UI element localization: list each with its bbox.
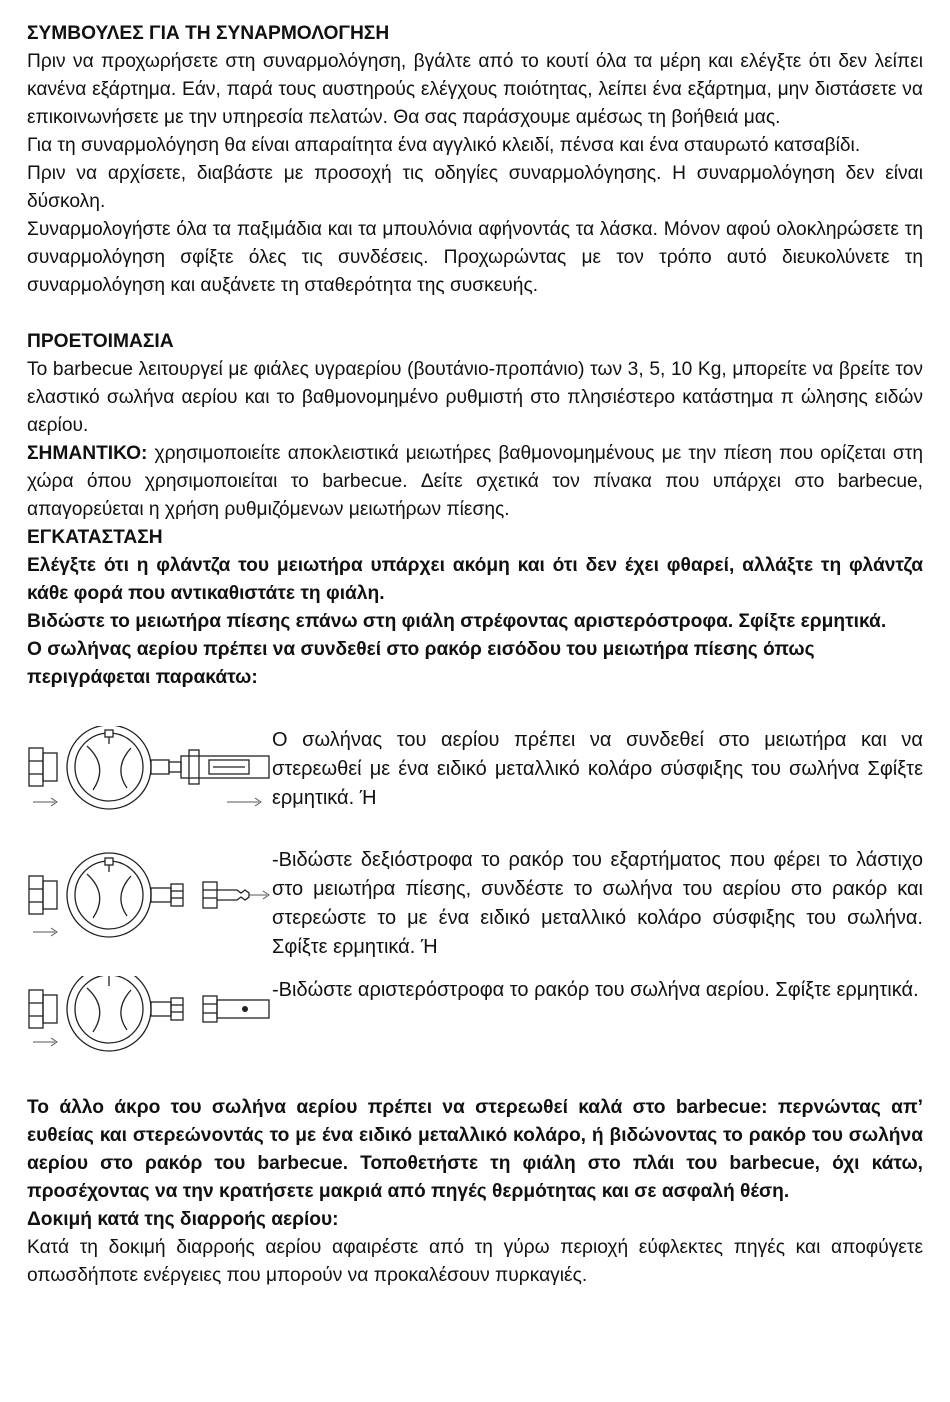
leak-test-heading: Δοκιμή κατά της διαρροής αερίου: [27, 1209, 339, 1230]
installation-step-1: Ελέγξτε ότι η φλάντζα του μειωτήρα υπάρχει ακόμη και ότι δεν έχει φθαρεί, αλλάξτε τη φλάντζα κάθε φορά που αντικαθιστάτε τη φιάλη. [27, 555, 923, 604]
preparation-heading: ΠΡΟΕΤΟΙΜΑΣΙΑ [27, 331, 174, 352]
assembly-paragraph-2: Για τη συναρμολόγηση θα είναι απαραίτητα ένα αγγλικό κλειδί, πένσα και ένα σταυρωτό κατσαβίδι. [27, 135, 861, 156]
figure-row-3 [27, 976, 923, 1056]
installation-step-2: Βιδώστε το μειωτήρα πίεσης επάνω στη φιάλη στρέφοντας αριστερόστροφα. Σφίξτε ερμητικά. [27, 611, 887, 632]
figure-row-1 [27, 726, 923, 826]
spacer [27, 692, 923, 726]
assembly-heading: ΣΥΜΒΟΥΛΕΣ ΓΙΑ ΤΗ ΣΥΝΑΡΜΟΛΟΓΗΣΗ [27, 23, 390, 44]
assembly-paragraph-1: Πριν να προχωρήσετε στη συναρμολόγηση, βγάλτε από το κουτί όλα τα μέρη και ελέγξτε ότι δεν λείπει κανένα εξάρτημα. Εάν, παρά τους αυστηρούς ελέγχους ποιότητας, λείπει ένα εξάρτημα, μην διστάσετε να επικοινωνήσετε με την υπηρεσία πελατών. Θα σας παράσχουμε αμέσως τη βοήθειά μας. [27, 51, 923, 128]
installation-step-3: Ο σωλήνας αερίου πρέπει να συνδεθεί στο ρακόρ εισόδου του μειωτήρα πίεσης όπως περιγράφεται παρακάτω: [27, 639, 815, 688]
regulator-fitting-icon [27, 846, 272, 951]
important-note [27, 440, 923, 524]
figure-row-2 [27, 846, 923, 966]
preparation-paragraph: Το barbecue λειτουργεί με φιάλες υγραερίου (βουτάνιο-προπάνιο) των 3, 5, 10 Kg, μπορείτε να βρείτε τον ελαστικό σωλήνα αερίου και το βαθμονομημένο ρυθμιστή στο πλησιέστερο κατάστημα π ώλησης ειδών αερίου. [27, 359, 923, 436]
assembly-paragraph-3: Πριν να αρχίσετε, διαβάστε με προσοχή τις οδηγίες συναρμολόγησης. Η συναρμολόγηση δεν είναι δύσκολη. [27, 163, 923, 212]
manual-page [27, 20, 923, 1290]
important-text: χρησιμοποιείτε αποκλειστικά μειωτήρες βαθμονομημένους με την πίεση που ορίζεται στη χώρα όπου χρησιμοποιείται το barbecue. Δείτε σχετικά τον πίνακα που υπάρχει στο barbecue, απαγορεύεται η χρήση ρυθμιζόμενων μειωτήρων πίεσης. [27, 443, 923, 520]
installation-heading: ΕΓΚΑΤΑΣΤΑΣΗ [27, 527, 163, 548]
figure-2-text: -Βιδώστε δεξιόστροφα το ρακόρ του εξαρτήματος που φέρει το λάστιχο στο μειωτήρα πίεσης, συνδέστε το σωλήνα του αερίου στο ρακόρ και στερεώστε το με ένα ειδικό μεταλλικό κολάρο σύσφιξης του σωλήνα. Σφίξτε ερμητικά. Ή [272, 849, 923, 958]
closing-paragraph: Το άλλο άκρο του σωλήνα αερίου πρέπει να στερεωθεί καλά στο barbecue: περνώντας απ’ ευθείας και στερεώνοντάς το με ένα ειδικό μεταλλικό κολάρο, ή βιδώνοντας το ρακόρ του σωλήνα αερίου στο ρακόρ του barbecue. Τοποθετήστε τη φιάλη στο πλάι του barbecue, όχι κάτω, προσέχοντας να την κρατήσετε μακριά από πηγές θερμότητας και σε ασφαλή θέση. [27, 1097, 923, 1202]
regulator-hose-nut-icon [27, 976, 272, 1081]
figure-1-text: Ο σωλήνας του αερίου πρέπει να συνδεθεί στο μειωτήρα και να στερεωθεί με ένα ειδικό μεταλλικό κολάρο σύσφιξης του σωλήνα Σφίξτε ερμητικά. Ή [272, 729, 923, 809]
spacer [27, 966, 923, 976]
regulator-hose-clamp-icon [27, 726, 272, 831]
assembly-paragraph-4: Συναρμολογήστε όλα τα παξιμάδια και τα μπουλόνια αφήνοντάς τα λάσκα. Μόνον αφού ολοκληρώσετε τη συναρμολόγηση σφίξτε όλες τις συνδέσεις. Προχωρώντας με τον τρόπο αυτό διευκολύνετε τη συναρμολόγηση και αυξάνετε τη σταθερότητα της συσκευής. [27, 219, 923, 296]
figure-3-text: -Βιδώστε αριστερόστροφα το ρακόρ του σωλήνα αερίου. Σφίξτε ερμητικά. [272, 979, 919, 1001]
important-label: ΣΗΜΑΝΤΙΚΟ: [27, 443, 148, 464]
spacer [27, 300, 923, 328]
leak-test-text: Κατά τη δοκιμή διαρροής αερίου αφαιρέστε από τη γύρω περιοχή εύφλεκτες πηγές και αποφύγετε οπωσδήποτε ενέργειες που μπορούν να προκαλέσουν πυρκαγιές. [27, 1237, 923, 1286]
